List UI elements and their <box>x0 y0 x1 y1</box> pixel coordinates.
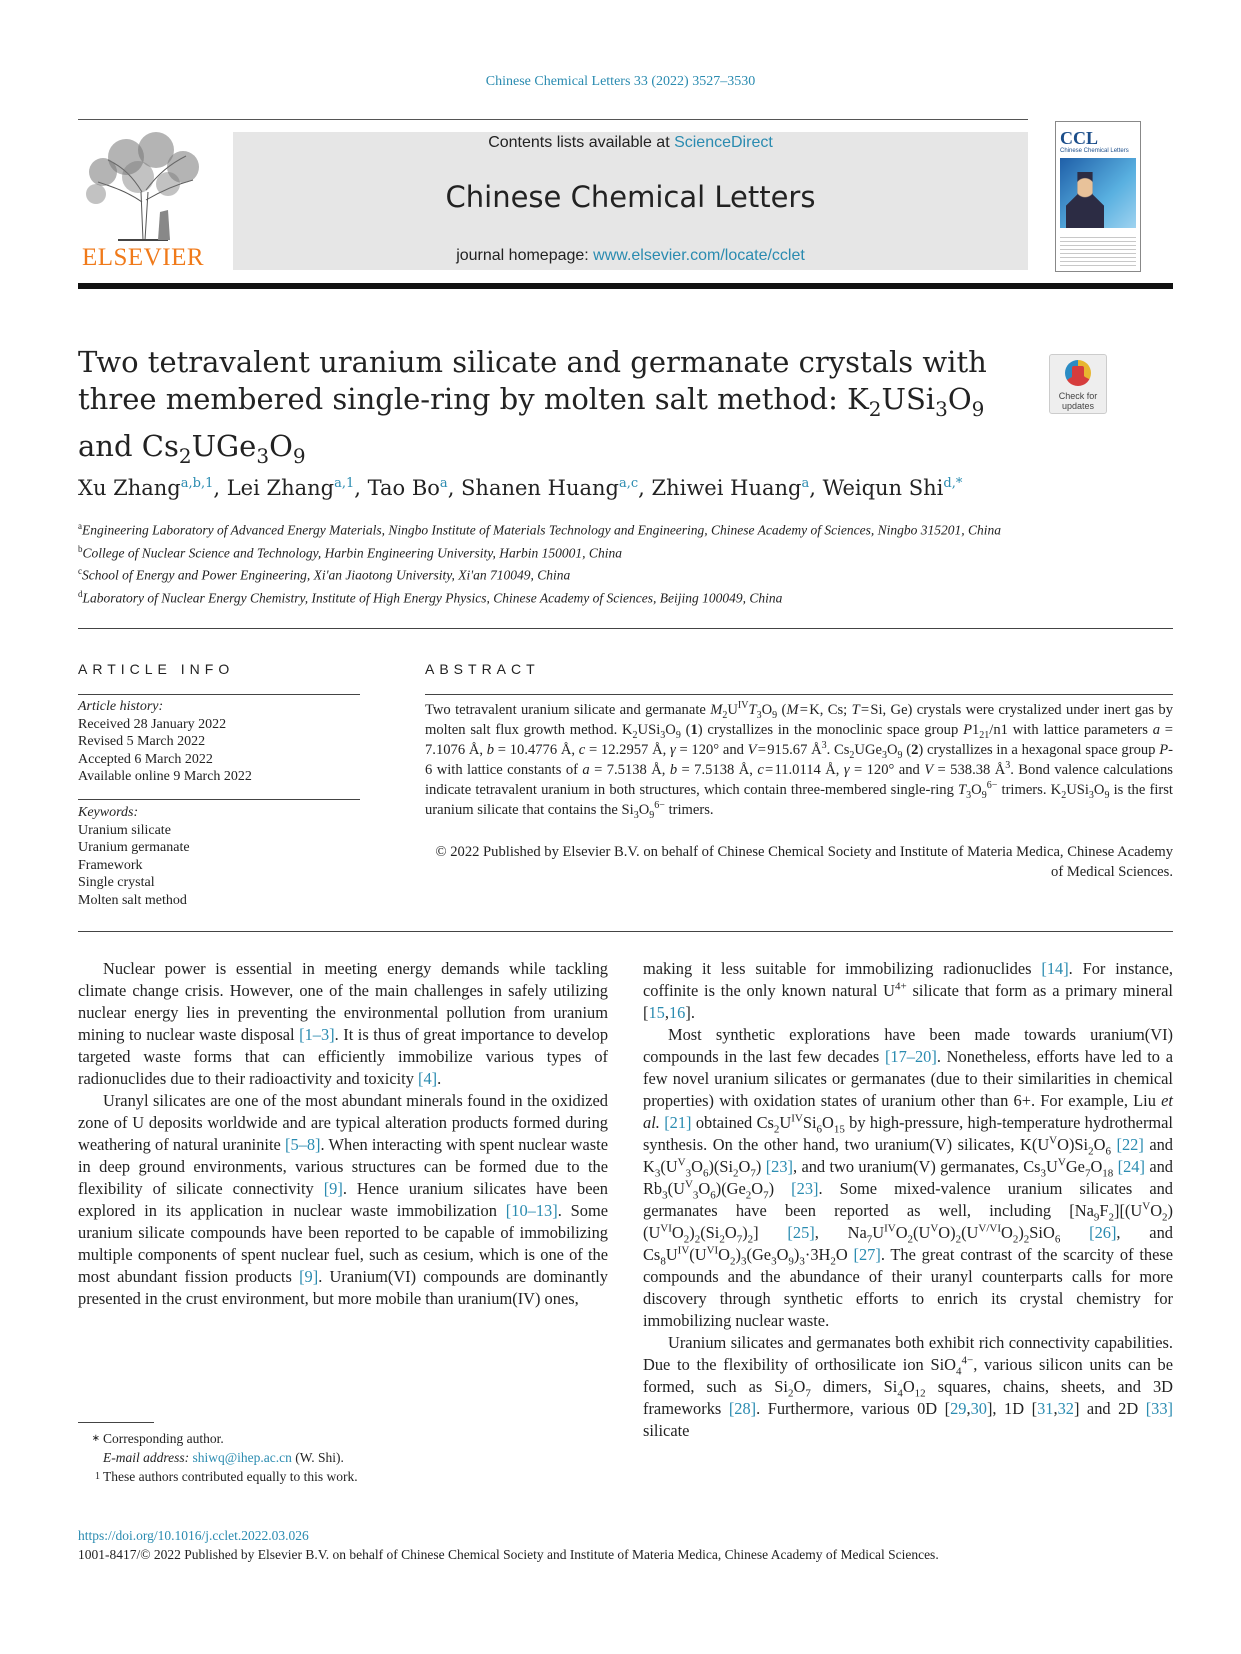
check-for-updates-button[interactable] <box>1049 354 1107 414</box>
author-name[interactable]: Shanen Huang <box>461 476 619 500</box>
author-affiliation-marker[interactable]: d,* <box>943 476 963 491</box>
journal-name: Chinese Chemical Letters <box>445 180 816 214</box>
citation-link[interactable]: [21] <box>664 1113 692 1132</box>
abstract-text: Two tetravalent uranium silicate and germanate $M_2U^{IV}T_3O_9$ (M = K, Cs; T = Si, Ge) crystals were crystalized under inert gas by molten salt flux growth method. $K_2USi_3O_9$ (1) crystallizes in the monoclinic space group $P1_{21}/n1$ with lattice parameters a = 7.1076 Å, b = 10.4776 Å, c = 12.2957 Å, γ = 120° and V = 915.67 $Å^3$. $Cs_2UGe_3O_9$ (2) crystallizes in a hexagonal space group P-6 with lattice constants of a = 7.5138 Å, b = 7.5138 Å, c = 11.0114 Å, γ = 120° and V = 538.38 $Å^3$. Bond valence calculations indicate tetravalent uranium in both structures, which contain three-membered single-ring $T_3O_9^{6-}$ trimers. $K_2USi_3O_9$ is the first uranium silicate that contains the $Si_3O_9^{6-}$ trimers. <box>425 700 1174 821</box>
cover-subtitle: Chinese Chemical Letters <box>1060 148 1129 154</box>
header-bottom-rule <box>78 283 1173 289</box>
section-divider <box>78 931 1173 932</box>
article-history <box>78 698 252 786</box>
citation-link[interactable]: 29 <box>950 1399 967 1418</box>
elsevier-logo <box>78 132 208 272</box>
cover-title: CCL <box>1060 128 1099 148</box>
section-divider <box>78 628 1173 629</box>
citation-link[interactable]: [14] <box>1041 959 1069 978</box>
doi-link[interactable]: https://doi.org/10.1016/j.cclet.2022.03.026 <box>78 1528 309 1543</box>
citation-link[interactable]: [25] <box>787 1223 815 1242</box>
body-paragraph: Uranium silicates and germanates both exhibit rich connectivity capabilities. Due to the flexibility of orthosilicate ion SiO$_4^{4-}$, various silicon units can be formed, such as $Si_2O_7$ dimers, $Si_4O_{12}$ squares, chains, sheets, and 3D frameworks [28]. Furthermore, various 0D [29,30], 1D [31,32] and 2D [33] silicate <box>643 1333 1174 1440</box>
footnote-email: E-mail address: shiwq@ihep.ac.cn (W. Shi). <box>103 1450 344 1465</box>
affiliation-item: $^b$College of Nuclear Science and Technology, Harbin Engineering University, Harbin 150001, China <box>78 543 622 560</box>
contents-available-line: Contents lists available at ScienceDirect <box>488 134 773 151</box>
keyword-item: Molten salt method <box>78 892 187 908</box>
footnote-corresponding: ∗ Corresponding author. <box>91 1431 224 1446</box>
citation-link[interactable]: 15 <box>648 1003 665 1022</box>
footnote-rule <box>78 1422 154 1423</box>
citation-link[interactable]: [24] <box>1117 1157 1145 1176</box>
journal-reference[interactable]: Chinese Chemical Letters 33 (2022) 3527–3530 <box>485 74 756 89</box>
history-item: Revised 5 March 2022 <box>78 734 206 749</box>
affiliation-item: $^d$Laboratory of Nuclear Energy Chemistry, Institute of High Energy Physics, Chinese Academy of Sciences, Beijing 100049, China <box>78 588 783 605</box>
footnote-equal-contribution: 1 These authors contributed equally to this work. <box>95 1469 358 1484</box>
author-affiliation-marker[interactable]: a <box>801 476 810 491</box>
journal-cover-image[interactable] <box>1055 121 1141 272</box>
citation-link[interactable]: [4] <box>418 1069 438 1088</box>
body-column-right <box>643 958 1173 1442</box>
footnotes <box>78 1429 598 1486</box>
body-paragraph: Most synthetic explorations have been made towards uranium(VI) compounds in the last few decades [17–20]. Nonetheless, efforts have led to a few novel uranium silicates or germanates (due to their similarities in chemical properties) with oxidation states of uranium other than 6+. For example, Liu et al. [21] obtained $Cs_2U^{IV}Si_6O_{15}$ by high-pressure, high-temperature hydrothermal synthesis. On the other hand, two uranium(V) silicates, $K(U^VO)Si_2O_6$ [22] and $K_3(U^V_3O_6)(Si_2O_7)$ [23], and two uranium(V) germanates, $Cs_3U^VGe_7O_{18}$ [24] and $Rb_3(U^V_3O_6)(Ge_2O_7)$ [23]. Some mixed-valence uranium silicates and germanates have been reported as well, including $[Na_9F_2][(U^VO_2)(U^{VI}O_2)_2(Si_2O_7)_2]$ [25], $Na_7U^{IV}O_2(U^VO)_2(U^{V/VI}O_2)_2SiO_6$ [26], and $Cs_8U^{IV}(U^{VI}O_2)_3(Ge_3O_9)_3\cdot 3H_2O$ [27]. The great contrast of the scarcity of these compounds and the abundance of their uranyl counterparts calls for more discovery through synthetic efforts to enrich its crystal chemistry for immobilizing nuclear waste. <box>643 1025 1173 1330</box>
journal-homepage-link[interactable]: www.elsevier.com/locate/cclet <box>593 247 805 264</box>
author-affiliation-marker[interactable]: a,b,1 <box>180 476 214 491</box>
citation-link[interactable]: [28] <box>728 1399 757 1418</box>
history-item: Accepted 6 March 2022 <box>78 751 213 767</box>
keyword-item: Uranium germanate <box>78 840 190 855</box>
citation-link[interactable]: 31 <box>1037 1399 1054 1418</box>
cover-text-lines <box>1060 234 1136 266</box>
article-info-rule <box>78 694 360 695</box>
citation-link[interactable]: [26] <box>1089 1223 1117 1242</box>
sciencedirect-link[interactable]: ScienceDirect <box>674 134 773 151</box>
body-paragraph: Uranyl silicates are one of the most abundant minerals found in the oxidized zone of U deposits worldwide and are typical alteration products formed during weathering of natural uraninite [5–8]. When interacting with spent nuclear waste in deep ground environments, various structures can be formed due to the flexibility of silicate connectivity [9]. Hence uranium silicates have been explored in its application in nuclear waste immobilization [10–13]. Some uranium silicate compounds have been reported to be capable of immobilizing multiple components of spent nuclear fuel, such as cesium, which is one of the most abundant fission products [9]. Uranium(VI) compounds are dominantly presented in the crust environment, but more mobile than uranium(IV) ones, <box>78 1091 609 1308</box>
issn-copyright-line: 1001-8417/© 2022 Published by Elsevier B.V. on behalf of Chinese Chemical Society and Institute of Materia Medica, Chinese Academy of Medical Sciences. <box>78 1547 939 1562</box>
citation-link[interactable]: [9] <box>323 1179 343 1198</box>
citation-link[interactable]: [23] <box>765 1157 793 1176</box>
elsevier-tree-icon <box>78 132 208 242</box>
article-title: Two tetravalent uranium silicate and germanate crystals with three membered single-ring by molten salt method: $K_2USi_3O_9$ and $Cs_2UGe_3O_9$ <box>78 345 987 468</box>
author-list: Xu Zhang$^{a,b,1}$, Lei Zhang$^{a,1}$, Tao Bo$^a$, Shanen Huang$^{a,c}$, Zhiwei Huang$^a$, Weiqun Shi$^{d,*}$ <box>78 476 963 500</box>
email-link[interactable]: shiwq@ihep.ac.cn <box>192 1450 292 1465</box>
citation-link[interactable]: [17–20] <box>884 1047 937 1066</box>
citation-link[interactable]: [22] <box>1116 1135 1144 1154</box>
citation-link[interactable]: 16 <box>668 1003 686 1022</box>
author-name[interactable]: Weiqun Shi <box>822 476 944 500</box>
abstract-rule <box>425 694 1173 695</box>
keyword-item: Uranium silicate <box>78 822 171 838</box>
author-name[interactable]: Zhiwei Huang <box>651 476 802 500</box>
citation-link[interactable]: [9] <box>299 1267 319 1286</box>
citation-link[interactable]: [1–3] <box>299 1025 335 1044</box>
citation-link[interactable]: [27] <box>853 1245 881 1264</box>
article-info-heading: ARTICLE INFO <box>78 661 235 677</box>
author-affiliation-marker[interactable]: a,c <box>618 476 639 491</box>
header-top-rule <box>78 119 1028 120</box>
affiliations <box>78 517 1018 607</box>
history-item: Available online 9 March 2022 <box>78 769 252 784</box>
journal-homepage-line: journal homepage: www.elsevier.com/locate/cclet <box>456 247 805 264</box>
body-paragraph: making it less suitable for immobilizing radionuclides [14]. For instance, coffinite is the only known natural $U^{4+}$ silicate that form as a primary mineral [15,16]. <box>643 959 1173 1022</box>
journal-header <box>233 132 1028 270</box>
affiliation-item: $^c$School of Energy and Power Engineering, Xi'an Jiaotong University, Xi'an 710049, China <box>78 566 571 583</box>
citation-link[interactable]: [33] <box>1145 1399 1173 1418</box>
history-item: Received 28 January 2022 <box>78 716 227 732</box>
citation-link[interactable]: [10–13] <box>505 1201 558 1220</box>
article-history-label: Article history: <box>78 699 164 714</box>
citation-link[interactable]: 30 <box>970 1399 987 1418</box>
citation-link[interactable]: [5–8] <box>285 1135 321 1154</box>
author-name[interactable]: Xu Zhang <box>78 476 181 500</box>
body-paragraph: Nuclear power is essential in meeting energy demands while tackling climate change crisis. However, one of the main challenges in safely utilizing nuclear energy lies in preventing the environmental pollution from uranium mining to nuclear waste disposal [1–3]. It is thus of great importance to develop targeted waste forms that can efficiently immobilize various types of radionuclides due to their radioactivity and toxicity [4]. <box>78 959 609 1088</box>
citation-link[interactable]: 32 <box>1057 1399 1074 1418</box>
abstract-copyright: © 2022 Published by Elsevier B.V. on behalf of Chinese Chemical Society and Institute of Materia Medica, Chinese Academy of Medical Sciences. <box>435 844 1173 880</box>
author-name[interactable]: Lei Zhang <box>226 476 335 500</box>
citation-link[interactable]: [23] <box>791 1179 819 1198</box>
keyword-item: Single crystal <box>78 875 155 890</box>
keywords-rule <box>78 799 360 800</box>
check-for-updates-label: Check for updates <box>1058 391 1098 411</box>
keywords <box>78 804 190 909</box>
cover-photo <box>1060 158 1136 228</box>
publisher-name: ELSEVIER <box>81 244 205 271</box>
author-affiliation-marker[interactable]: a,1 <box>334 476 355 491</box>
author-name[interactable]: Tao Bo <box>367 476 440 500</box>
keywords-label: Keywords: <box>78 805 139 820</box>
abstract-heading: ABSTRACT <box>425 661 540 677</box>
keyword-item: Framework <box>78 857 143 873</box>
affiliation-item: $^a$Engineering Laboratory of Advanced Energy Materials, Ningbo Institute of Materials Technology and Engineering, Chinese Academy of Sciences, Ningbo 315201, China <box>78 521 1002 538</box>
body-column-left <box>78 958 608 1310</box>
bookmark-icon <box>1065 360 1091 386</box>
author-affiliation-marker[interactable]: a <box>439 476 448 491</box>
